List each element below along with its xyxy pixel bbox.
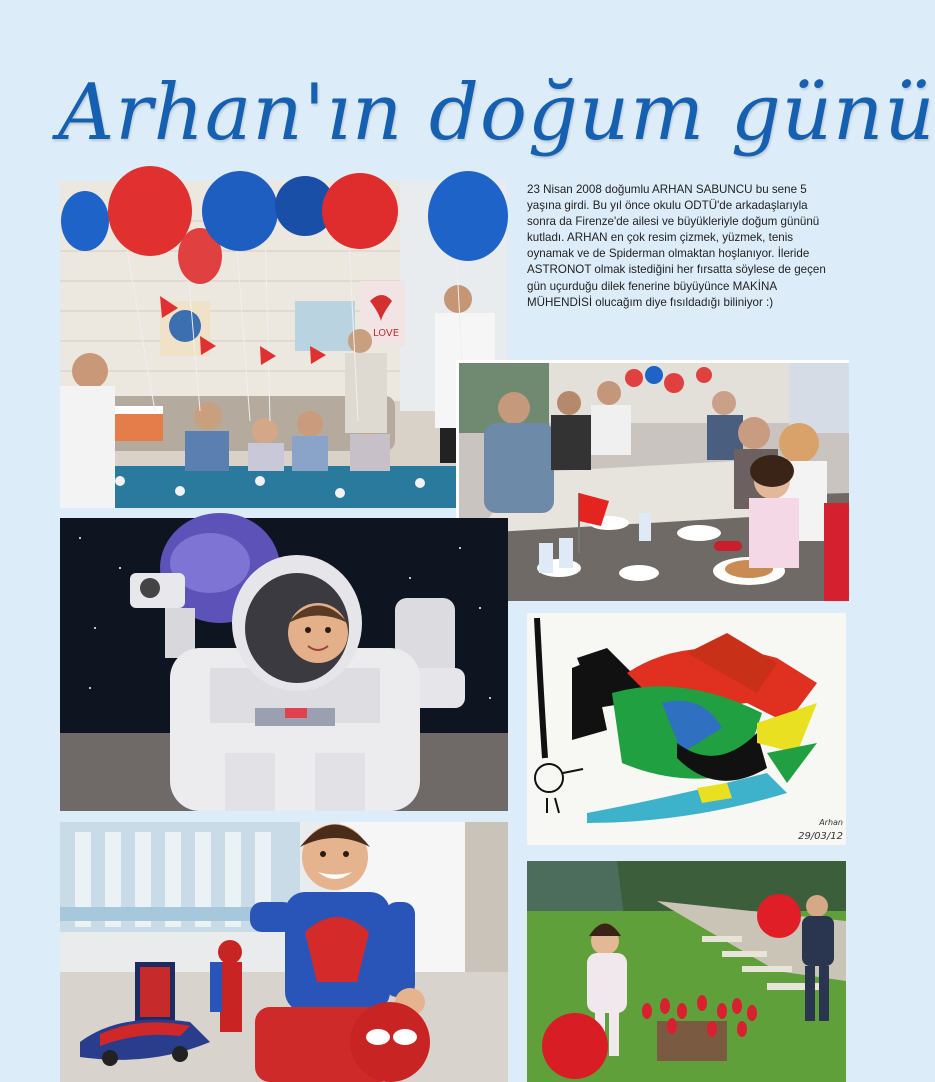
love-sign: LOVE — [373, 328, 400, 339]
page-title: Arhan'ın doğum günü — [58, 68, 935, 158]
article-paragraph: 23 Nisan 2008 doğumlu ARHAN SABUNCU bu sene 5 yaşına girdi. Bu yıl önce okulu ODTÜ'de arkadaşlarıyla sonra da Firenze'de ailesi ve büyükleriyle doğum gününü kutladı. ARHAN en çok resim çizmek, yüzmek, tenis oynamak ve de Spiderman olmaktan hoşlanıyor. İleride ASTRONOT olmak istediğini her fırsatta söylese de geçen gün uçurduğu dilek fenerine büyüyünce MAKİNA MÜHENDİSİ olucağım diye fısıldadığı biliniyor :) — [527, 183, 826, 309]
article-text — [527, 182, 827, 362]
child-drawing-photo — [527, 613, 846, 845]
dinner-photo — [456, 360, 849, 601]
party-photo — [60, 181, 507, 508]
drawing-signature-name: Arhan — [819, 818, 843, 827]
spiderman-photo — [60, 822, 508, 1082]
drawing-signature-date: 29/03/12 — [798, 831, 843, 842]
garden-photo — [527, 861, 846, 1082]
astronaut-photo — [60, 518, 508, 811]
